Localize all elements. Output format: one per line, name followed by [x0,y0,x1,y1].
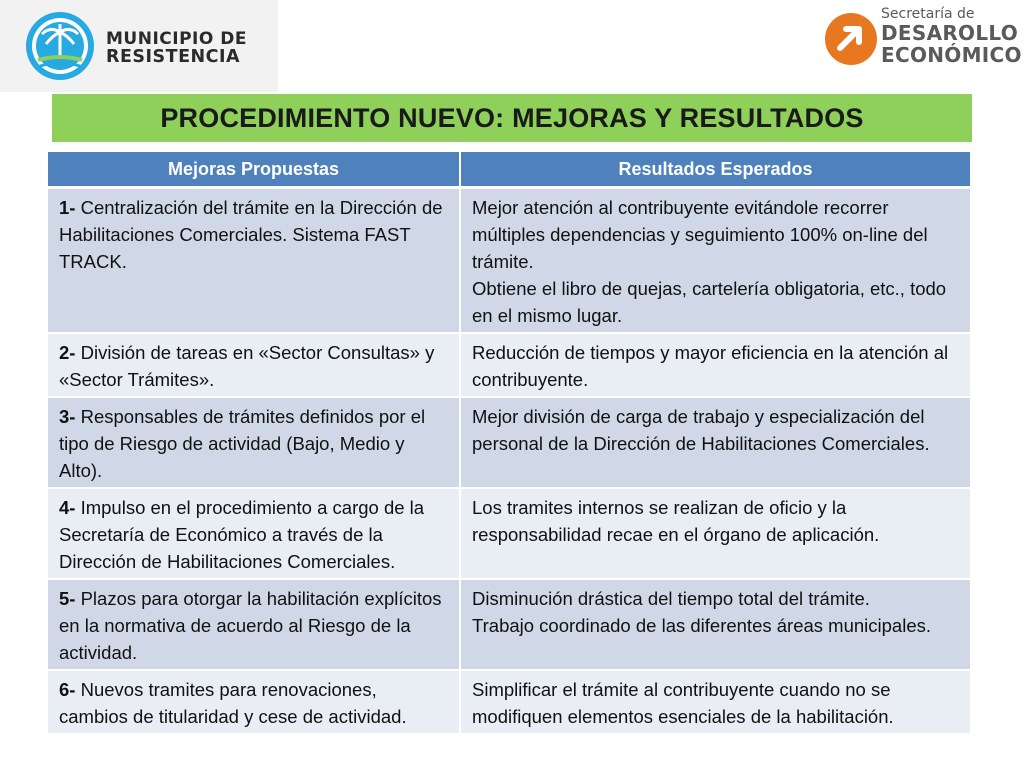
table-header-row [48,152,970,188]
mejora-cell [48,188,460,334]
mejora-text: División de tareas en «Sector Consultas» y «Sector Trámites». [59,342,435,390]
mejoras-table [48,152,970,735]
resultado-cell: Los tramites internos se realizan de oficio y la responsabilidad recae en el órgano de aplicación. [460,488,970,579]
table-row [48,579,970,670]
logo-right-line-1: Secretaría de [881,6,975,22]
mejora-text: Centralización del trámite en la Dirección de Habilitaciones Comerciales. Sistema FAST TRACK. [59,197,443,272]
mejora-text: Plazos para otorgar la habilitación explícitos en la normativa de acuerdo al Riesgo de la actividad. [59,588,442,663]
table-row [48,670,970,734]
item-number: 3- [59,406,76,427]
secretaria-logo [814,0,1024,80]
mejora-text: Nuevos tramites para renovaciones, cambios de titularidad y cese de actividad. [59,679,407,727]
mejora-cell [48,397,460,488]
resultado-cell: Simplificar el trámite al contribuyente cuando no se modifiquen elementos esenciales de la habilitación. [460,670,970,734]
arrow-circle-icon [824,12,878,66]
mejora-cell [48,670,460,734]
mejora-cell [48,333,460,397]
item-number: 1- [59,197,76,218]
mejora-cell [48,488,460,579]
table-row [48,333,970,397]
palm-tree-icon [22,10,98,82]
header-mejoras: Mejoras Propuestas [48,152,460,188]
table-row [48,188,970,334]
item-number: 5- [59,588,76,609]
logo-right-line-3: ECONÓMICO [881,43,1022,67]
logo-line-2: RESISTENCIA [106,47,241,67]
item-number: 2- [59,342,76,363]
title-banner [52,94,972,142]
table-row [48,397,970,488]
resultado-cell: Mejor atención al contribuyente evitándole recorrer múltiples dependencias y seguimiento 100% on-line del trámite. Obtiene el libro de quejas, cartelería obligatoria, etc., todo en el mismo lugar. [460,188,970,334]
logo-right-line-2: DESAROLLO [881,21,1019,45]
mejora-cell [48,579,460,670]
logo-line-1: MUNICIPIO DE [106,29,247,49]
resultado-cell: Disminución drástica del tiempo total del trámite. Trabajo coordinado de las diferentes áreas municipales. [460,579,970,670]
mejora-text: Impulso en el procedimiento a cargo de la Secretaría de Económico a través de la Dirección de Habilitaciones Comerciales. [59,497,425,572]
resultado-cell: Reducción de tiempos y mayor eficiencia en la atención al contribuyente. [460,333,970,397]
resultado-cell: Mejor división de carga de trabajo y especialización del personal de la Dirección de Habilitaciones Comerciales. [460,397,970,488]
item-number: 4- [59,497,76,518]
page-title: PROCEDIMIENTO NUEVO: MEJORAS Y RESULTADOS [160,102,864,133]
header-resultados: Resultados Esperados [460,152,970,188]
mejora-text: Responsables de trámites definidos por el tipo de Riesgo de actividad (Bajo, Medio y Alto). [59,406,426,481]
municipio-logo [0,0,278,92]
item-number: 6- [59,679,76,700]
table-row [48,488,970,579]
